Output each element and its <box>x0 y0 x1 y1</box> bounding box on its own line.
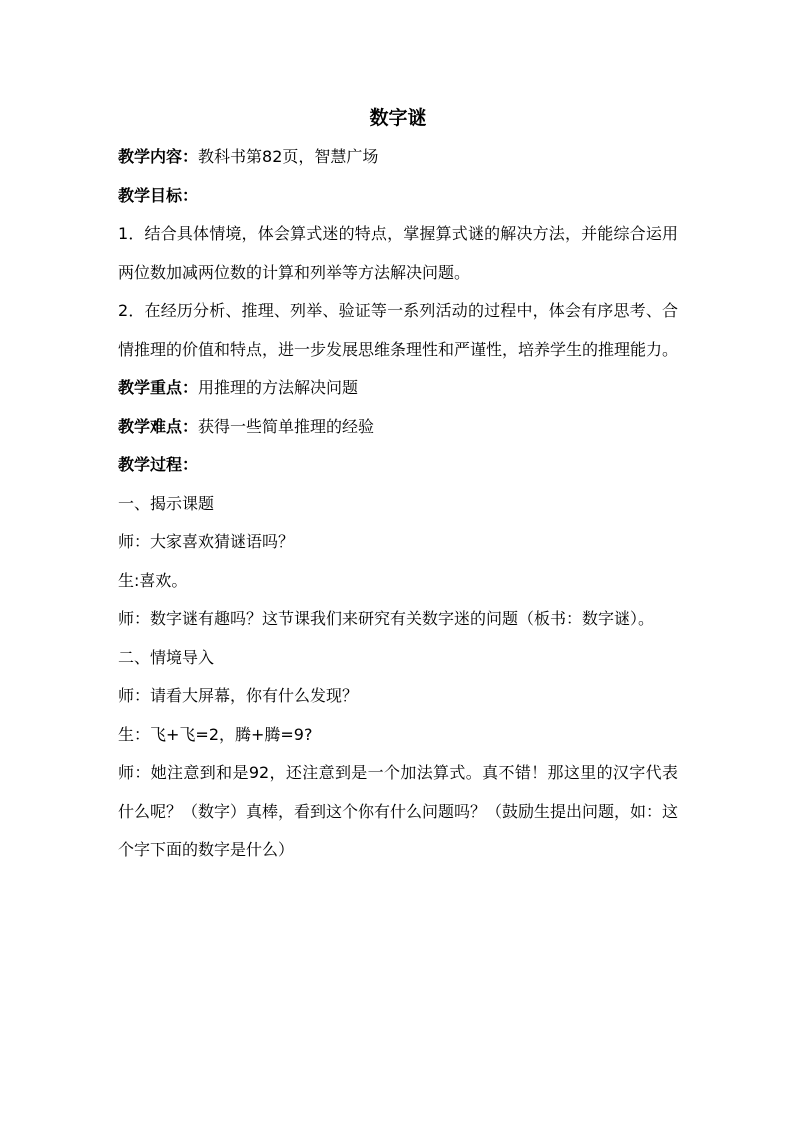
section-2-line-2: 生：飞+飞=2，腾+腾=9? <box>118 724 313 744</box>
teaching-content-label: 教学内容： <box>118 147 199 166</box>
section-2-line-3: 师：她注意到和是92，还注意到是一个加法算式。真不错！那这里的汉字代表什么呢？（数字）真棒，看到这个你有什么问题吗？（鼓励生提出问题，如：这个字下面的数字是什么） <box>118 763 679 859</box>
section-2-heading: 二、情境导入 <box>118 647 215 667</box>
section-1-line-2: 生:喜欢。 <box>118 570 188 590</box>
teaching-content <box>118 138 678 177</box>
document-title: 数字谜 <box>369 107 427 129</box>
key-point-label: 教学重点： <box>118 378 199 397</box>
difficult-point <box>118 408 678 447</box>
section-1-heading: 一、揭示课题 <box>118 493 215 513</box>
difficult-point-label: 教学难点： <box>118 416 199 436</box>
teaching-process-heading: 教学过程： <box>118 455 199 474</box>
difficult-point-text: 获得一些简单推理的经验 <box>198 416 375 436</box>
section-1-line-3: 师：数字谜有趣吗？这节课我们来研究有关数字迷的问题（板书：数字谜）。 <box>118 609 655 628</box>
key-point-text: 用推理的方法解决问题 <box>198 378 359 397</box>
document-body <box>118 102 678 870</box>
teaching-content-text: 教科书第82页，智慧广场 <box>198 147 379 166</box>
section-2-line-1: 师：请看大屏幕，你有什么发现？ <box>118 686 359 705</box>
teaching-goals-heading: 教学目标： <box>118 185 199 205</box>
teaching-goal-1: 1．结合具体情境，体会算式迷的特点，掌握算式谜的解决方法，并能综合运用两位数加减两位数的计算和列举等方法解决问题。 <box>118 224 678 282</box>
teaching-goal-2: 2．在经历分析、推理、列举、验证等一系列活动的过程中，体会有序思考、合情推理的价值和特点，进一步发展思维条理性和严谨性，培养学生的推理能力。 <box>118 301 679 359</box>
section-1-line-1: 师：大家喜欢猜谜语吗？ <box>118 532 295 551</box>
key-point <box>118 369 678 408</box>
